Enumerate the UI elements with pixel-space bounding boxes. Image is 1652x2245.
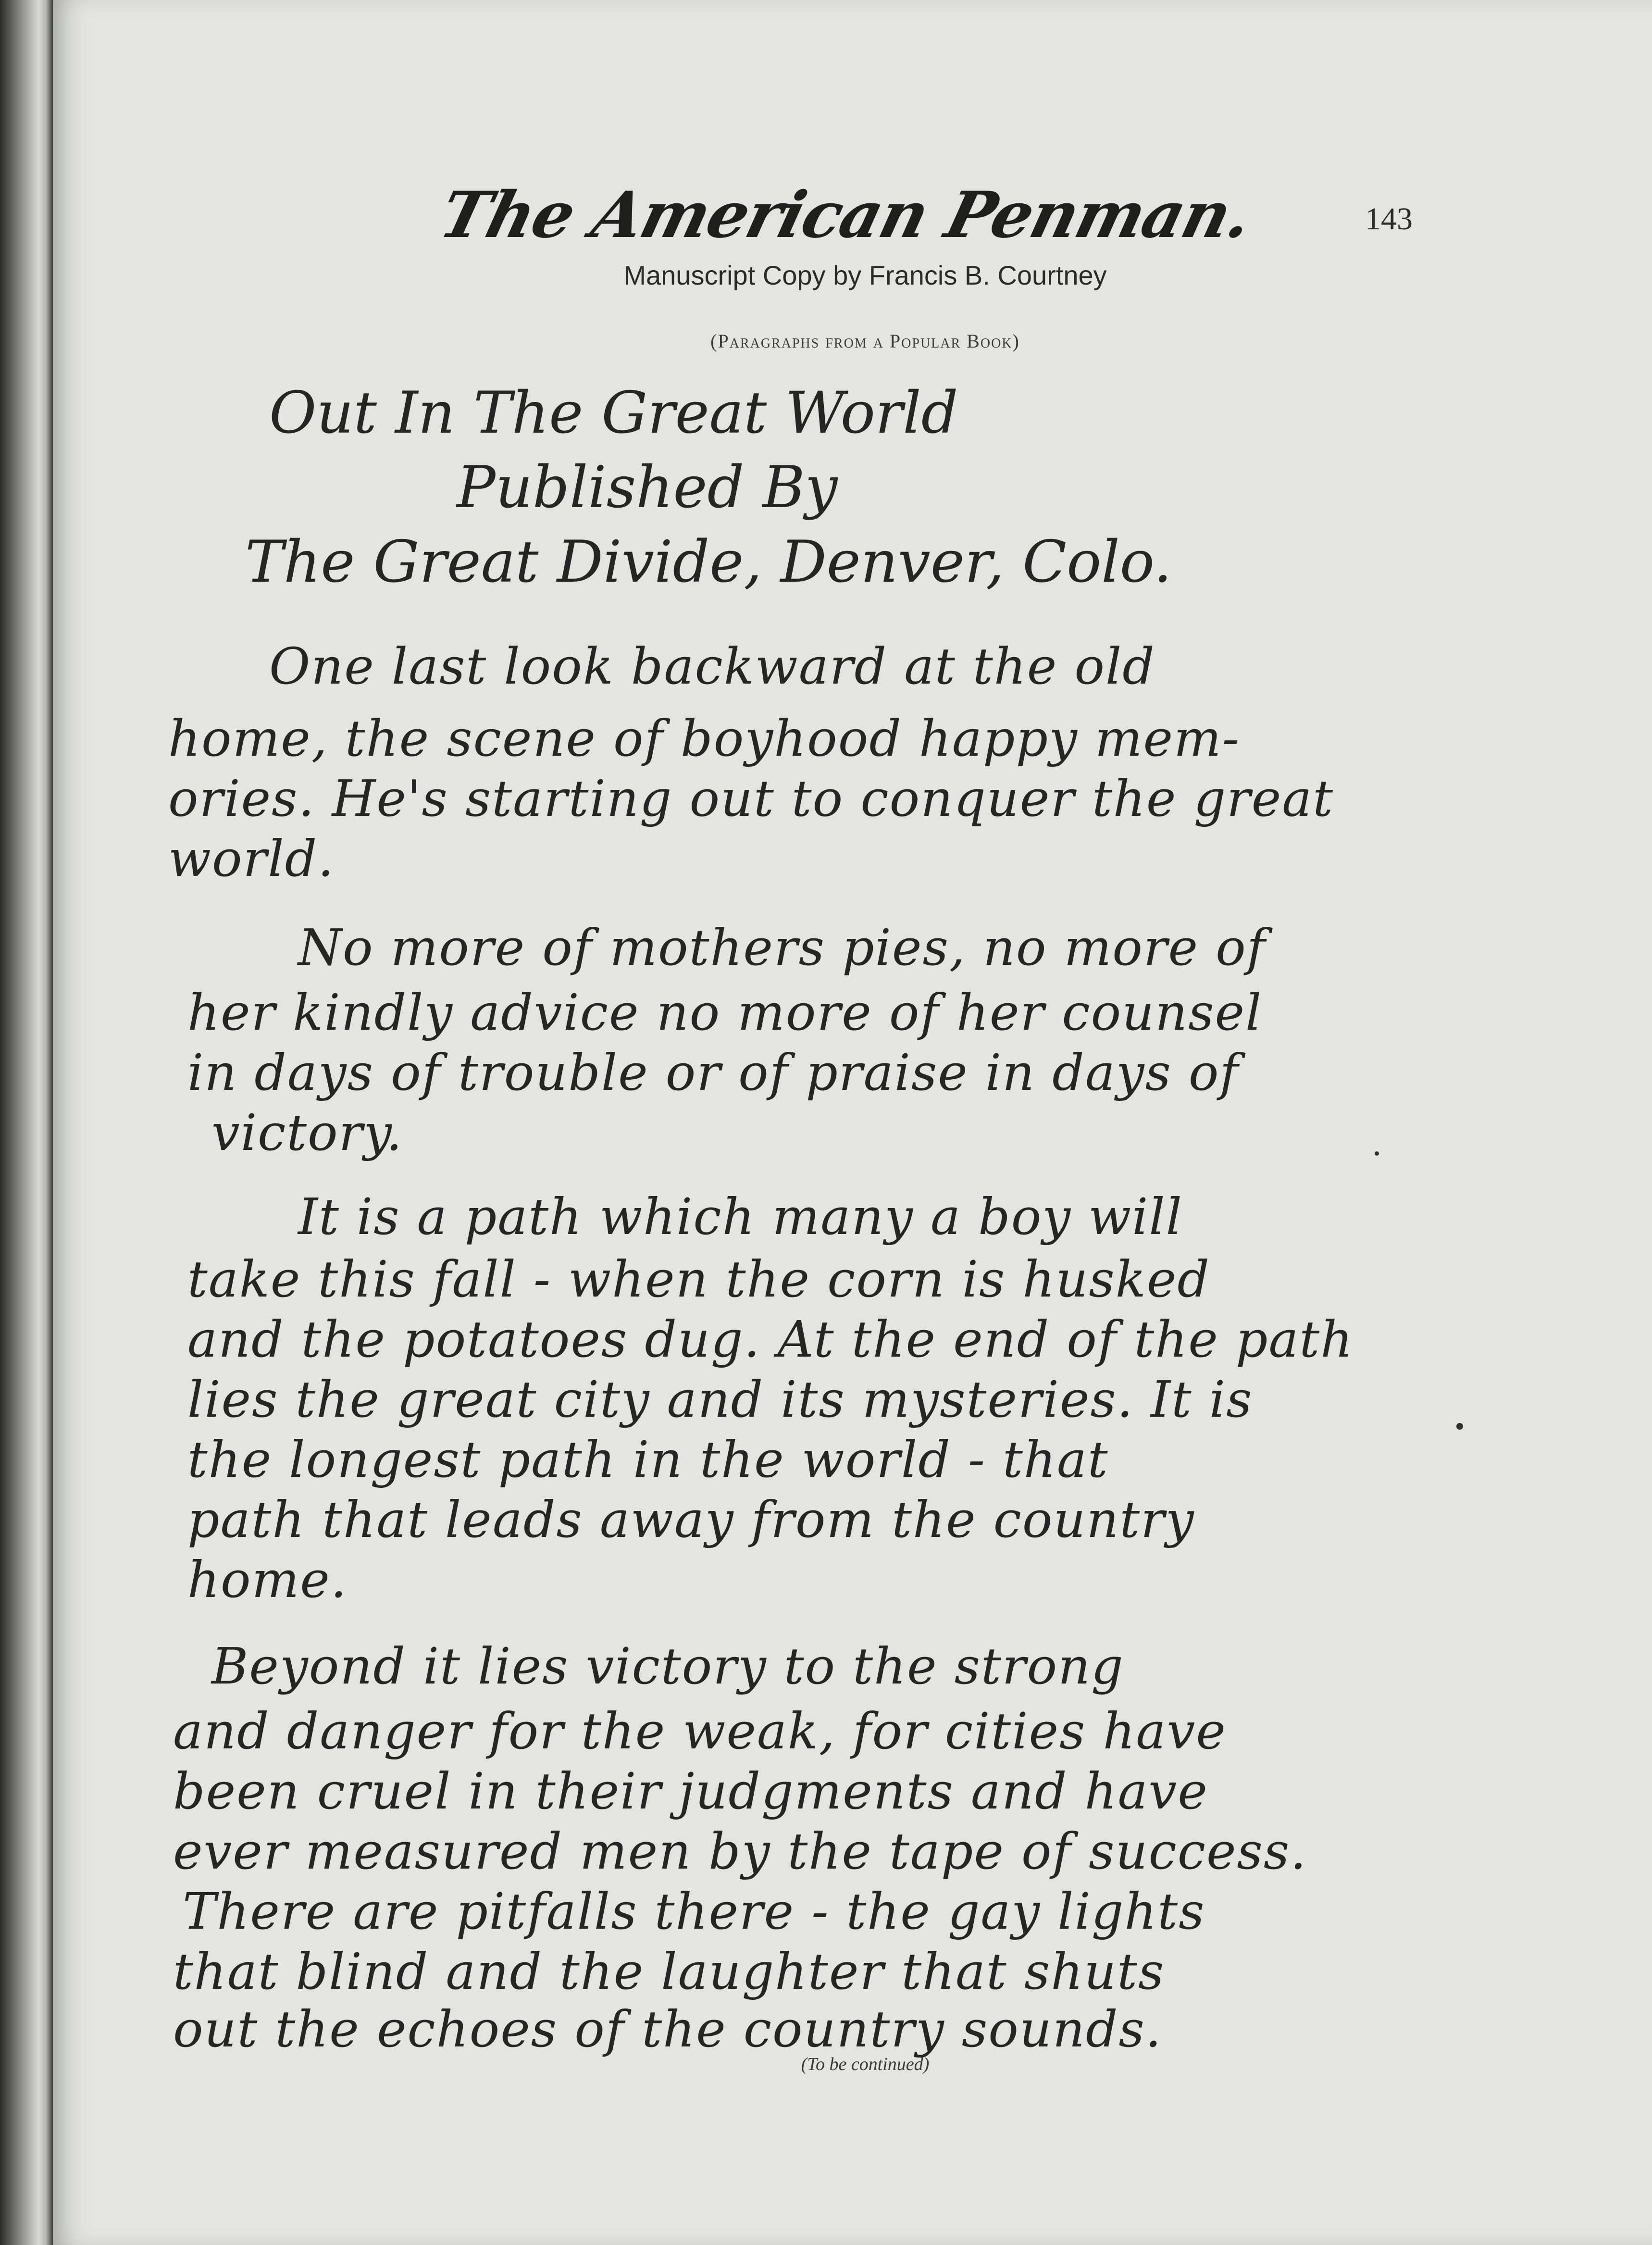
paragraph-line: It is a path which many a boy will [298,1187,1183,1246]
ink-dot [1375,1151,1379,1156]
ink-dot [1456,1423,1463,1430]
paragraph-line: ever measured men by the tape of success. [173,1822,1307,1881]
paragraph-line: world. [168,829,335,888]
paragraph-line: take this fall - when the corn is husked [187,1250,1210,1309]
paragraph-line: One last look backward at the old [269,637,1155,696]
paragraph-line: ories. He's starting out to conquer the great [168,769,1334,828]
paragraph-line: home, the scene of boyhood happy mem- [168,709,1240,768]
paragraph-line: her kindly advice no more of her counsel [187,983,1263,1042]
book-spine [0,0,53,2245]
paragraph-line: in days of trouble or of praise in days of [187,1043,1240,1102]
paragraph-line: victory. [211,1103,403,1162]
paragraph-line: been cruel in their judgments and have [173,1762,1208,1821]
continued-note: (To be continued) [801,2054,930,2074]
paragraph-line: out the echoes of the country sounds. [173,2000,1162,2058]
heading-line: The Great Divide, Denver, Colo. [245,529,1172,596]
paragraph-line: path that leads away from the country [187,1490,1195,1549]
source-note: (Paragraphs from a Popular Book) [710,330,1020,352]
paragraph-line: and the potatoes dug. At the end of the path [187,1310,1354,1369]
paragraph-line: Beyond it lies victory to the strong [211,1637,1124,1696]
paragraph-line: home. [187,1550,348,1609]
paragraph-line: lies the great city and its mysteries. It is [187,1370,1253,1429]
paragraph-line: There are pitfalls there - the gay lights [183,1882,1205,1941]
masthead-title: The American Penman. [433,178,1259,252]
page-number: 143 [1365,201,1413,237]
paragraph-line: and danger for the weak, for cities have [173,1702,1227,1760]
heading-line: Out In The Great World [269,380,958,447]
heading-line: Published By [457,454,838,521]
page-subtitle: Manuscript Copy by Francis B. Courtney [623,260,1107,290]
paragraph-line: that blind and the laughter that shuts [173,1942,1165,2001]
paragraph-line: No more of mothers pies, no more of [298,918,1267,977]
paragraph-line: the longest path in the world - that [187,1430,1109,1489]
